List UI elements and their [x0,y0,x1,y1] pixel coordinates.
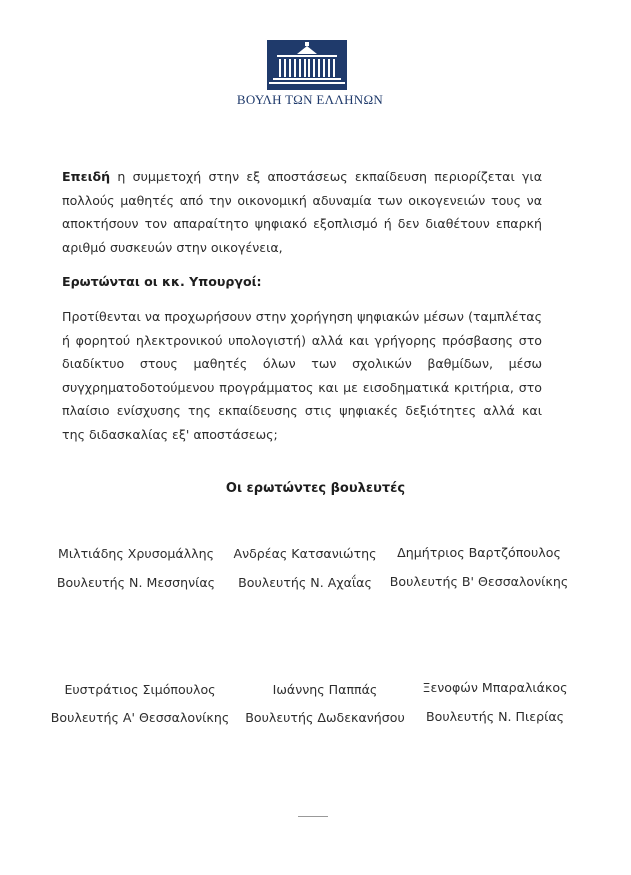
preamble-paragraph [62,165,542,259]
signer-district: Βουλευτής Ν. Αχαΐας [238,575,372,590]
preamble-text: η συμμετοχή στην εξ αποστάσεως εκπαίδευση περιορίζεται για πολλούς μαθητές από την οικονομική αδυναμία των οικογενειών τους να αποκτήσουν τον απαραίτητο ψηφιακό εξοπλισμό ή δεν διαθέτουν επαρκή αριθμό συσκευών στην οικογένεια, [62,169,542,255]
preamble-lead: Επειδή [62,169,111,184]
signer-name: Ιωάννης Παππάς [272,682,378,697]
signer-name: Ανδρέας Κατσανιώτης [233,546,377,561]
question-paragraph: Προτίθενται να προχωρήσουν στην χορήγηση ψηφιακών μέσων (ταμπλέτας ή φορητού ηλεκτρονικού υπολογιστή) αλλά και γρήγορης πρόσβασης στο διαδίκτυο στους μαθητές όλων των σχολικών βαθμίδων, μέσω συγχρηματοδοτούμενου προγράμματος και με εισοδηματικά κριτήρια, στο πλαίσιο ενίσχυσης της εκπαίδευσης στις ψηφιακές δεξιότητες αλλά και της διδασκαλίας εξ' αποστάσεως; [62,309,542,442]
signer-name: Δημήτριος Βαρτζόπουλος [397,545,561,560]
signer-district: Βουλευτής Ν. Μεσσηνίας [56,575,216,590]
signer-name: Μιλτιάδης Χρυσομάλλης [58,546,214,561]
signer-name: Ξενοφών Μπαραλιάκος [422,680,568,695]
signer-district: Βουλευτής Β' Θεσσαλονίκης [389,574,569,589]
parliament-logo-icon [267,40,347,90]
institution-title: ΒΟΥΛΗ ΤΩΝ ΕΛΛΗΝΩΝ [236,92,384,107]
footer-divider [298,816,328,817]
question-heading: Ερωτώνται οι κκ. Υπουργοί: [62,274,262,289]
signer-district: Βουλευτής Δωδεκανήσου [245,710,405,725]
signer-district: Βουλευτής Α' Θεσσαλονίκης [50,710,230,725]
signer-name: Ευστράτιος Σιμόπουλος [64,682,216,697]
signer-district: Βουλευτής Ν. Πιερίας [425,709,565,724]
signers-title: Οι ερωτώντες βουλευτές [225,481,406,496]
